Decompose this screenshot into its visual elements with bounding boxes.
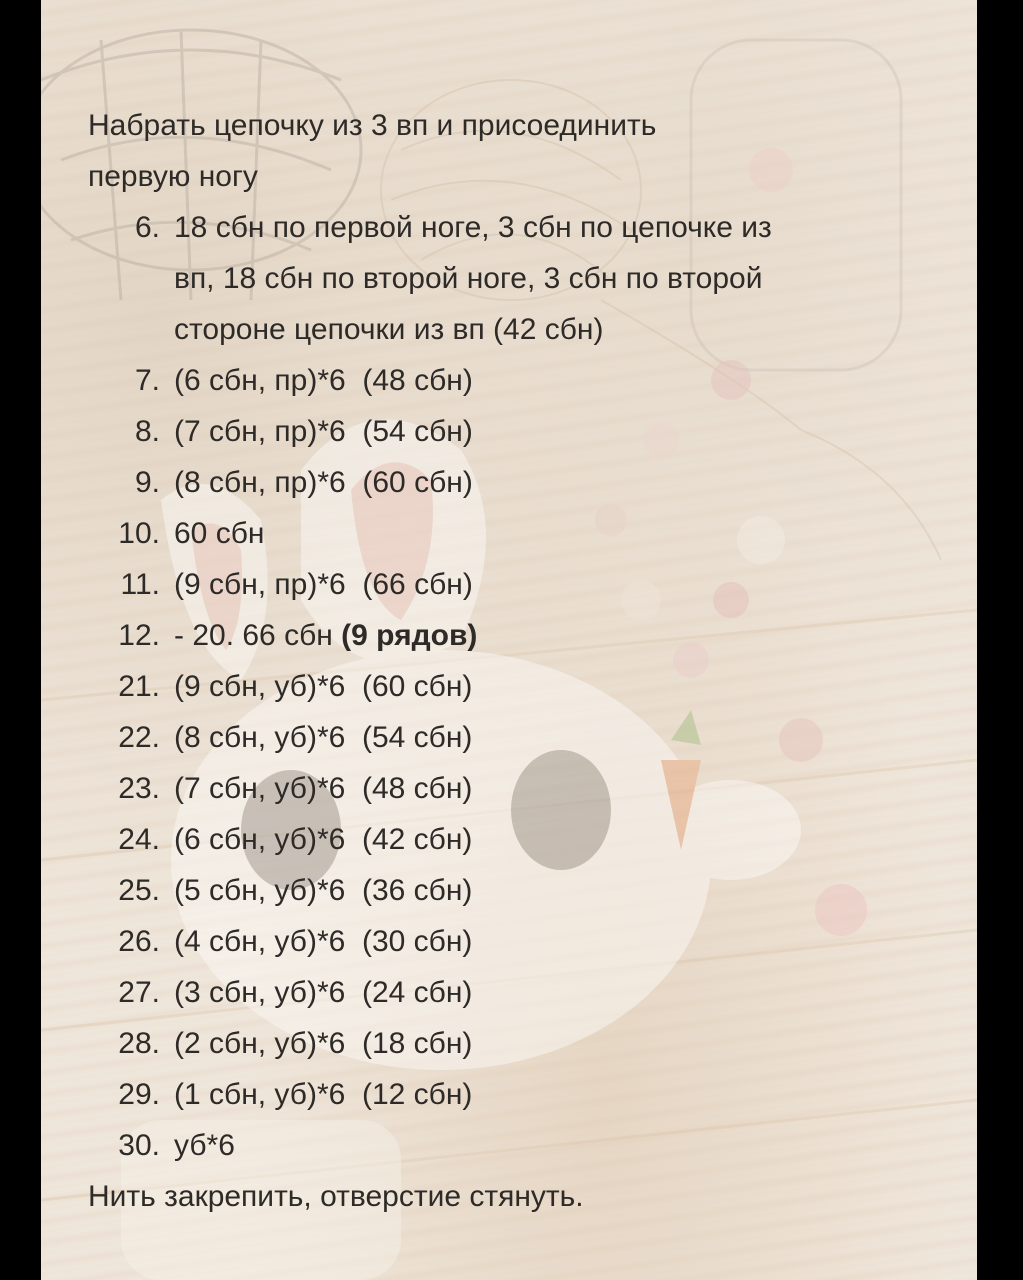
- row-number: 27.: [118, 976, 160, 1009]
- row-item: [88, 814, 948, 865]
- row-text: (2 сбн, уб)*6 (18 сбн): [174, 1027, 473, 1060]
- row-item: [88, 457, 948, 508]
- row-number: 23.: [118, 772, 160, 805]
- row-text-plain: - 20. 66 сбн: [174, 619, 342, 652]
- row-item: [88, 202, 948, 355]
- row-item: [88, 661, 948, 712]
- row-number: 7.: [134, 364, 160, 397]
- row-text: (7 сбн, пр)*6 (54 сбн): [174, 415, 473, 448]
- row-number: 29.: [118, 1078, 160, 1111]
- row-text: уб*6: [174, 1129, 235, 1162]
- row-text: (6 сбн, уб)*6 (42 сбн): [174, 823, 473, 856]
- row-number: 8.: [134, 415, 160, 448]
- row-number: 12.: [118, 619, 160, 652]
- intro-line-1: Набрать цепочку из 3 вп и присоединить: [88, 109, 657, 142]
- row-number: 28.: [118, 1027, 160, 1060]
- intro-line-2: первую ногу: [88, 160, 258, 193]
- row-number: 22.: [118, 721, 160, 754]
- row-text: (9 сбн, пр)*6 (66 сбн): [174, 568, 473, 601]
- row-number: 24.: [118, 823, 160, 856]
- row-item: [88, 763, 948, 814]
- row-number: 30.: [118, 1129, 160, 1162]
- row-item: [88, 1069, 948, 1120]
- row-text: (6 сбн, пр)*6 (48 сбн): [174, 364, 473, 397]
- row-item: [88, 610, 948, 661]
- row-number: 11.: [120, 568, 160, 601]
- row-item: [88, 559, 948, 610]
- row-item: [88, 508, 948, 559]
- row-text: (1 сбн, уб)*6 (12 сбн): [174, 1078, 473, 1111]
- pattern-text: [88, 100, 948, 1222]
- row-text: (7 сбн, уб)*6 (48 сбн): [174, 772, 473, 805]
- row-number: 10.: [118, 517, 160, 550]
- row-text: (8 сбн, уб)*6 (54 сбн): [174, 721, 473, 754]
- row-text: (3 сбн, уб)*6 (24 сбн): [174, 976, 473, 1009]
- row-item: [88, 1120, 948, 1171]
- row-item: [88, 406, 948, 457]
- row-item: [88, 916, 948, 967]
- row-number: 6.: [134, 211, 160, 244]
- row-number: 21.: [118, 670, 160, 703]
- row-text-bold: (9 рядов): [341, 619, 478, 652]
- row-text: (8 сбн, пр)*6 (60 сбн): [174, 466, 473, 499]
- row-number: 25.: [118, 874, 160, 907]
- row-text: (5 сбн, уб)*6 (36 сбн): [174, 874, 473, 907]
- row-item: [88, 967, 948, 1018]
- row-text: [160, 610, 948, 661]
- row-text-line: 18 сбн по первой ноге, 3 сбн по цепочке из: [174, 211, 772, 244]
- row-number: 9.: [134, 466, 160, 499]
- row-text-line: вп, 18 сбн по второй ноге, 3 сбн по второй: [174, 262, 763, 295]
- row-text: [160, 202, 948, 355]
- outro-text: Нить закрепить, отверстие стянуть.: [88, 1180, 584, 1213]
- row-item: [88, 1018, 948, 1069]
- row-item: [88, 355, 948, 406]
- row-number: 26.: [118, 925, 160, 958]
- row-list: [88, 202, 948, 1171]
- row-item: [88, 865, 948, 916]
- row-text-line: стороне цепочки из вп (42 сбн): [174, 313, 604, 346]
- row-item: [88, 712, 948, 763]
- row-text: 60 сбн: [174, 517, 265, 550]
- row-text: (9 сбн, уб)*6 (60 сбн): [174, 670, 473, 703]
- intro-text: [88, 100, 948, 202]
- row-text: (4 сбн, уб)*6 (30 сбн): [174, 925, 473, 958]
